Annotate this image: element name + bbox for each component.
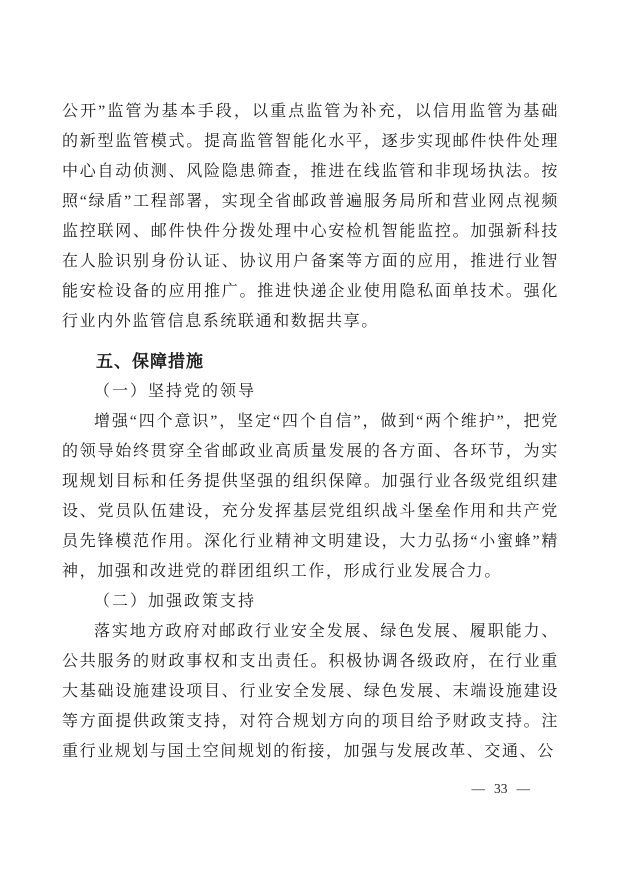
page-number-right-dash: — [516,781,530,796]
page-number-value: 33 [494,781,508,796]
paragraph-policy-support: 落实地方政府对邮政行业安全发展、绿色发展、履职能力、公共服务的财政事权和支出责任。积极协调各级政府，在行业重大基础设施建设项目、行业安全发展、绿色发展、末端设施建设等方面提供政策支持，对符合规划方向的项目给予财政支持。注重行业规划与国土空间规划的衔接，加强与发展改革、交通、公 [62,623,559,760]
paragraph-party-leadership: 增强“四个意识”，坚定“四个自信”，做到“两个维护”，把党的领导始终贯穿全省邮政业高质量发展的各方面、各环节，为实现规划目标和任务提供坚强的组织保障。加强行业各级党组织建设、党员队伍建设，充分发挥基层党组织战斗堡垒作用和共产党员先锋模范作用。深化行业精神文明建设，大力弘扬“小蜜蜂”精神，加强和改进党的群团组织工作，形成行业发展合力。 [62,413,559,580]
page-content [62,97,559,767]
subsection-heading-policy-support: （二）加强政策支持 [94,593,257,610]
page-number [472,781,531,797]
section-heading-safeguard-measures: 五、保障措施 [96,352,204,371]
paragraph-supervision-continuation: 公开”监管为基本手段，以重点监管为补充，以信用监管为基础的新型监管模式。提高监管智能化水平，逐步实现邮件快件处理中心自动侦测、风险隐患筛查，推进在线监管和非现场执法。按照“绿盾”工程部署，实现全省邮政普遍服务局所和营业网点视频监控联网、邮件快件分拨处理中心安检机智能监控。加强新科技在人脸识别身份认证、协议用户备案等方面的应用，推进行业智能安检设备的应用推广。推进快递企业使用隐私面单技术。强化行业内外监管信息系统联通和数据共享。 [62,103,559,330]
subsection-heading-party-leadership: （一）坚持党的领导 [94,383,257,400]
page-number-left-dash: — [471,781,485,796]
